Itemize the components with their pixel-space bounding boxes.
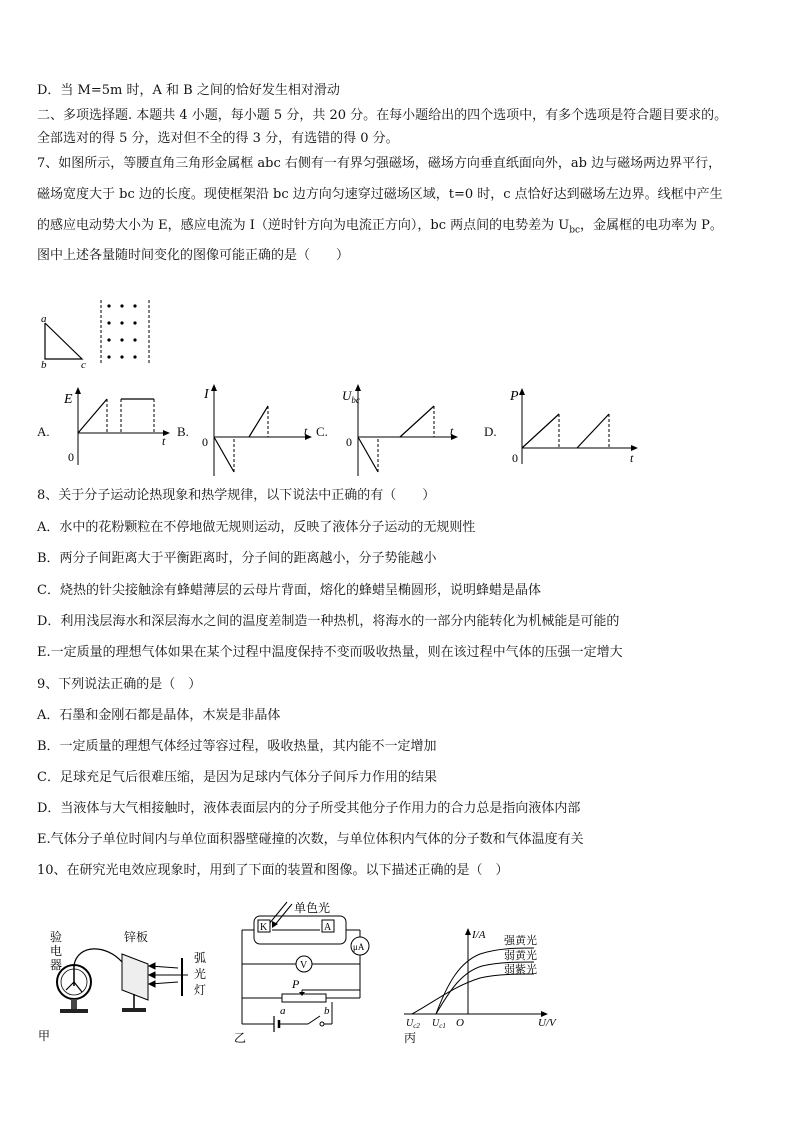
figure-jia-electroscope <box>36 924 216 1044</box>
label-jia: 甲 <box>38 1029 51 1043</box>
question-7-line4: 图中上述各量随时间变化的图像可能正确的是（ ） <box>37 248 350 263</box>
svg-text:t: t <box>630 451 634 465</box>
option-c-label: C. <box>316 424 328 439</box>
svg-text:器: 器 <box>50 958 63 972</box>
option-b-graph <box>198 380 318 480</box>
svg-text:强黄光: 强黄光 <box>504 935 537 947</box>
label-yi: 乙 <box>234 1031 247 1044</box>
question-7-line2: 磁场宽度大于 bc 边的长度。现使框架沿 bc 边方向匀速穿过磁场区域，t=0 时，c 点恰好达到磁场左边界。线框中产生 <box>37 187 723 202</box>
svg-text:O: O <box>456 1017 464 1029</box>
curve-weak-violet <box>412 974 534 1014</box>
q9-option-a: A．石墨和金刚石都是晶体，木炭是非晶体 <box>37 708 281 723</box>
svg-text:U/V: U/V <box>538 1017 556 1029</box>
svg-text:弱紫光: 弱紫光 <box>504 964 537 976</box>
svg-text:0: 0 <box>68 450 74 464</box>
svg-text:0: 0 <box>512 451 518 465</box>
label-bing: 丙 <box>404 1031 417 1044</box>
svg-text:单色光: 单色光 <box>294 901 331 915</box>
magnetic-field-dots <box>107 304 136 358</box>
svg-text:电: 电 <box>50 944 63 958</box>
vertex-b: b <box>41 359 47 370</box>
svg-text:Uc2: $U_{c2}$ <box>406 1018 420 1030</box>
q9-option-c: C．足球充足气后很难压缩，是因为足球内气体分子间斥力作用的结果 <box>37 770 437 785</box>
q8-option-a: A．水中的花粉颗粒在不停地做无规则运动，反映了液体分子运动的无规则性 <box>37 520 476 535</box>
svg-text:μA: μA <box>353 942 365 952</box>
svg-text:P: P <box>292 977 300 991</box>
q8-option-d: D．利用浅层海水和深层海水之间的温度差制造一种热机，将海水的一部分内能转化为机械能是可能的 <box>37 614 620 629</box>
svg-text:0: 0 <box>346 435 352 449</box>
q7-frame-figure <box>36 298 166 370</box>
q8-option-c: C．烧热的针尖接触涂有蜂蜡薄层的云母片背面，熔化的蜂蜡呈椭圆形，说明蜂蜡是晶体 <box>37 583 541 598</box>
q8-option-b: B．两分子间距离大于平衡距离时，分子间的距离越小，分子势能越小 <box>37 551 437 566</box>
svg-text:b: b <box>324 1005 330 1017</box>
svg-text:0: 0 <box>202 435 208 449</box>
figure-yi-circuit <box>232 896 382 1044</box>
option-b-label: B. <box>177 424 189 439</box>
section-scoring: 全部选对的得 5 分，选对但不全的得 3 分，有选错的得 0 分。 <box>37 131 399 146</box>
svg-text:Ubc: $U_{bc}$ <box>342 388 360 405</box>
section-heading: 二、多项选择题. 本题共 4 小题，每小题 5 分，共 20 分。在每小题给出的四个选项中，有多个选项是符合题目要求的。 <box>37 108 728 123</box>
svg-text:Uc1: $U_{c1}$ <box>432 1018 446 1030</box>
svg-text:I: I <box>204 387 209 402</box>
figure-bing-iv-curves <box>398 922 563 1044</box>
svg-text:t: t <box>162 434 166 448</box>
option-a-graph <box>62 385 172 470</box>
svg-text:E: E <box>64 392 73 407</box>
option-d-label: D. <box>484 424 497 439</box>
svg-text:P: P <box>510 389 519 404</box>
svg-text:弱黄光: 弱黄光 <box>504 950 537 962</box>
q9-option-b: B．一定质量的理想气体经过等容过程，吸收热量，其内能不一定增加 <box>37 739 437 754</box>
svg-text:V: V <box>300 960 308 971</box>
svg-text:验: 验 <box>50 930 63 944</box>
option-d-graph <box>506 384 646 466</box>
svg-text:I/A: I/A <box>472 929 486 941</box>
svg-text:光: 光 <box>194 967 207 981</box>
q8-option-e: E.一定质量的理想气体如果在某个过程中温度保持不变而吸收热量，则在该过程中气体的压强一定增大 <box>37 645 623 660</box>
vertex-c: c <box>81 359 86 370</box>
option-a-label: A. <box>37 424 50 439</box>
option-d-q6: D．当 M=5m 时，A 和 B 之间的恰好发生相对滑动 <box>37 83 340 98</box>
question-8: 8、关于分子运动论热现象和热学规律，以下说法中正确的有（ ） <box>37 488 436 503</box>
q9-option-d: D．当液体与大气相接触时，液体表面层内的分子所受其他分子作用力的合力总是指向液体内部 <box>37 801 581 816</box>
svg-text:t: t <box>450 424 454 438</box>
question-9: 9、下列说法正确的是（ ） <box>37 677 202 692</box>
question-10: 10、在研究光电效应现象时，用到了下面的装置和图像。以下描述正确的是（ ） <box>37 863 509 878</box>
question-7-line1: 7、如图所示，等腰直角三角形金属框 abc 右侧有一有界匀强磁场，磁场方向垂直纸面向外，ab 边与磁场两边界平行， <box>37 156 722 171</box>
vertex-a: a <box>41 313 47 325</box>
svg-text:灯: 灯 <box>194 983 207 997</box>
svg-text:a: a <box>280 1005 286 1017</box>
svg-text:A: A <box>324 922 332 933</box>
svg-text:K: K <box>260 922 268 933</box>
svg-text:锌板: 锌板 <box>124 930 149 944</box>
option-c-graph <box>338 380 463 480</box>
q9-option-e: E.气体分子单位时间内与单位面积器壁碰撞的次数，与单位体积内气体的分子数和气体温度有关 <box>37 832 584 847</box>
svg-text:弧: 弧 <box>194 951 207 965</box>
question-7-line3: 的感应电动势大小为 E，感应电流为 I（逆时针方向为电流正方向），bc 两点间的电势差为 $U_{bc}$，金属框的电功率为 P。 <box>37 218 723 236</box>
svg-text:t: t <box>304 424 308 438</box>
